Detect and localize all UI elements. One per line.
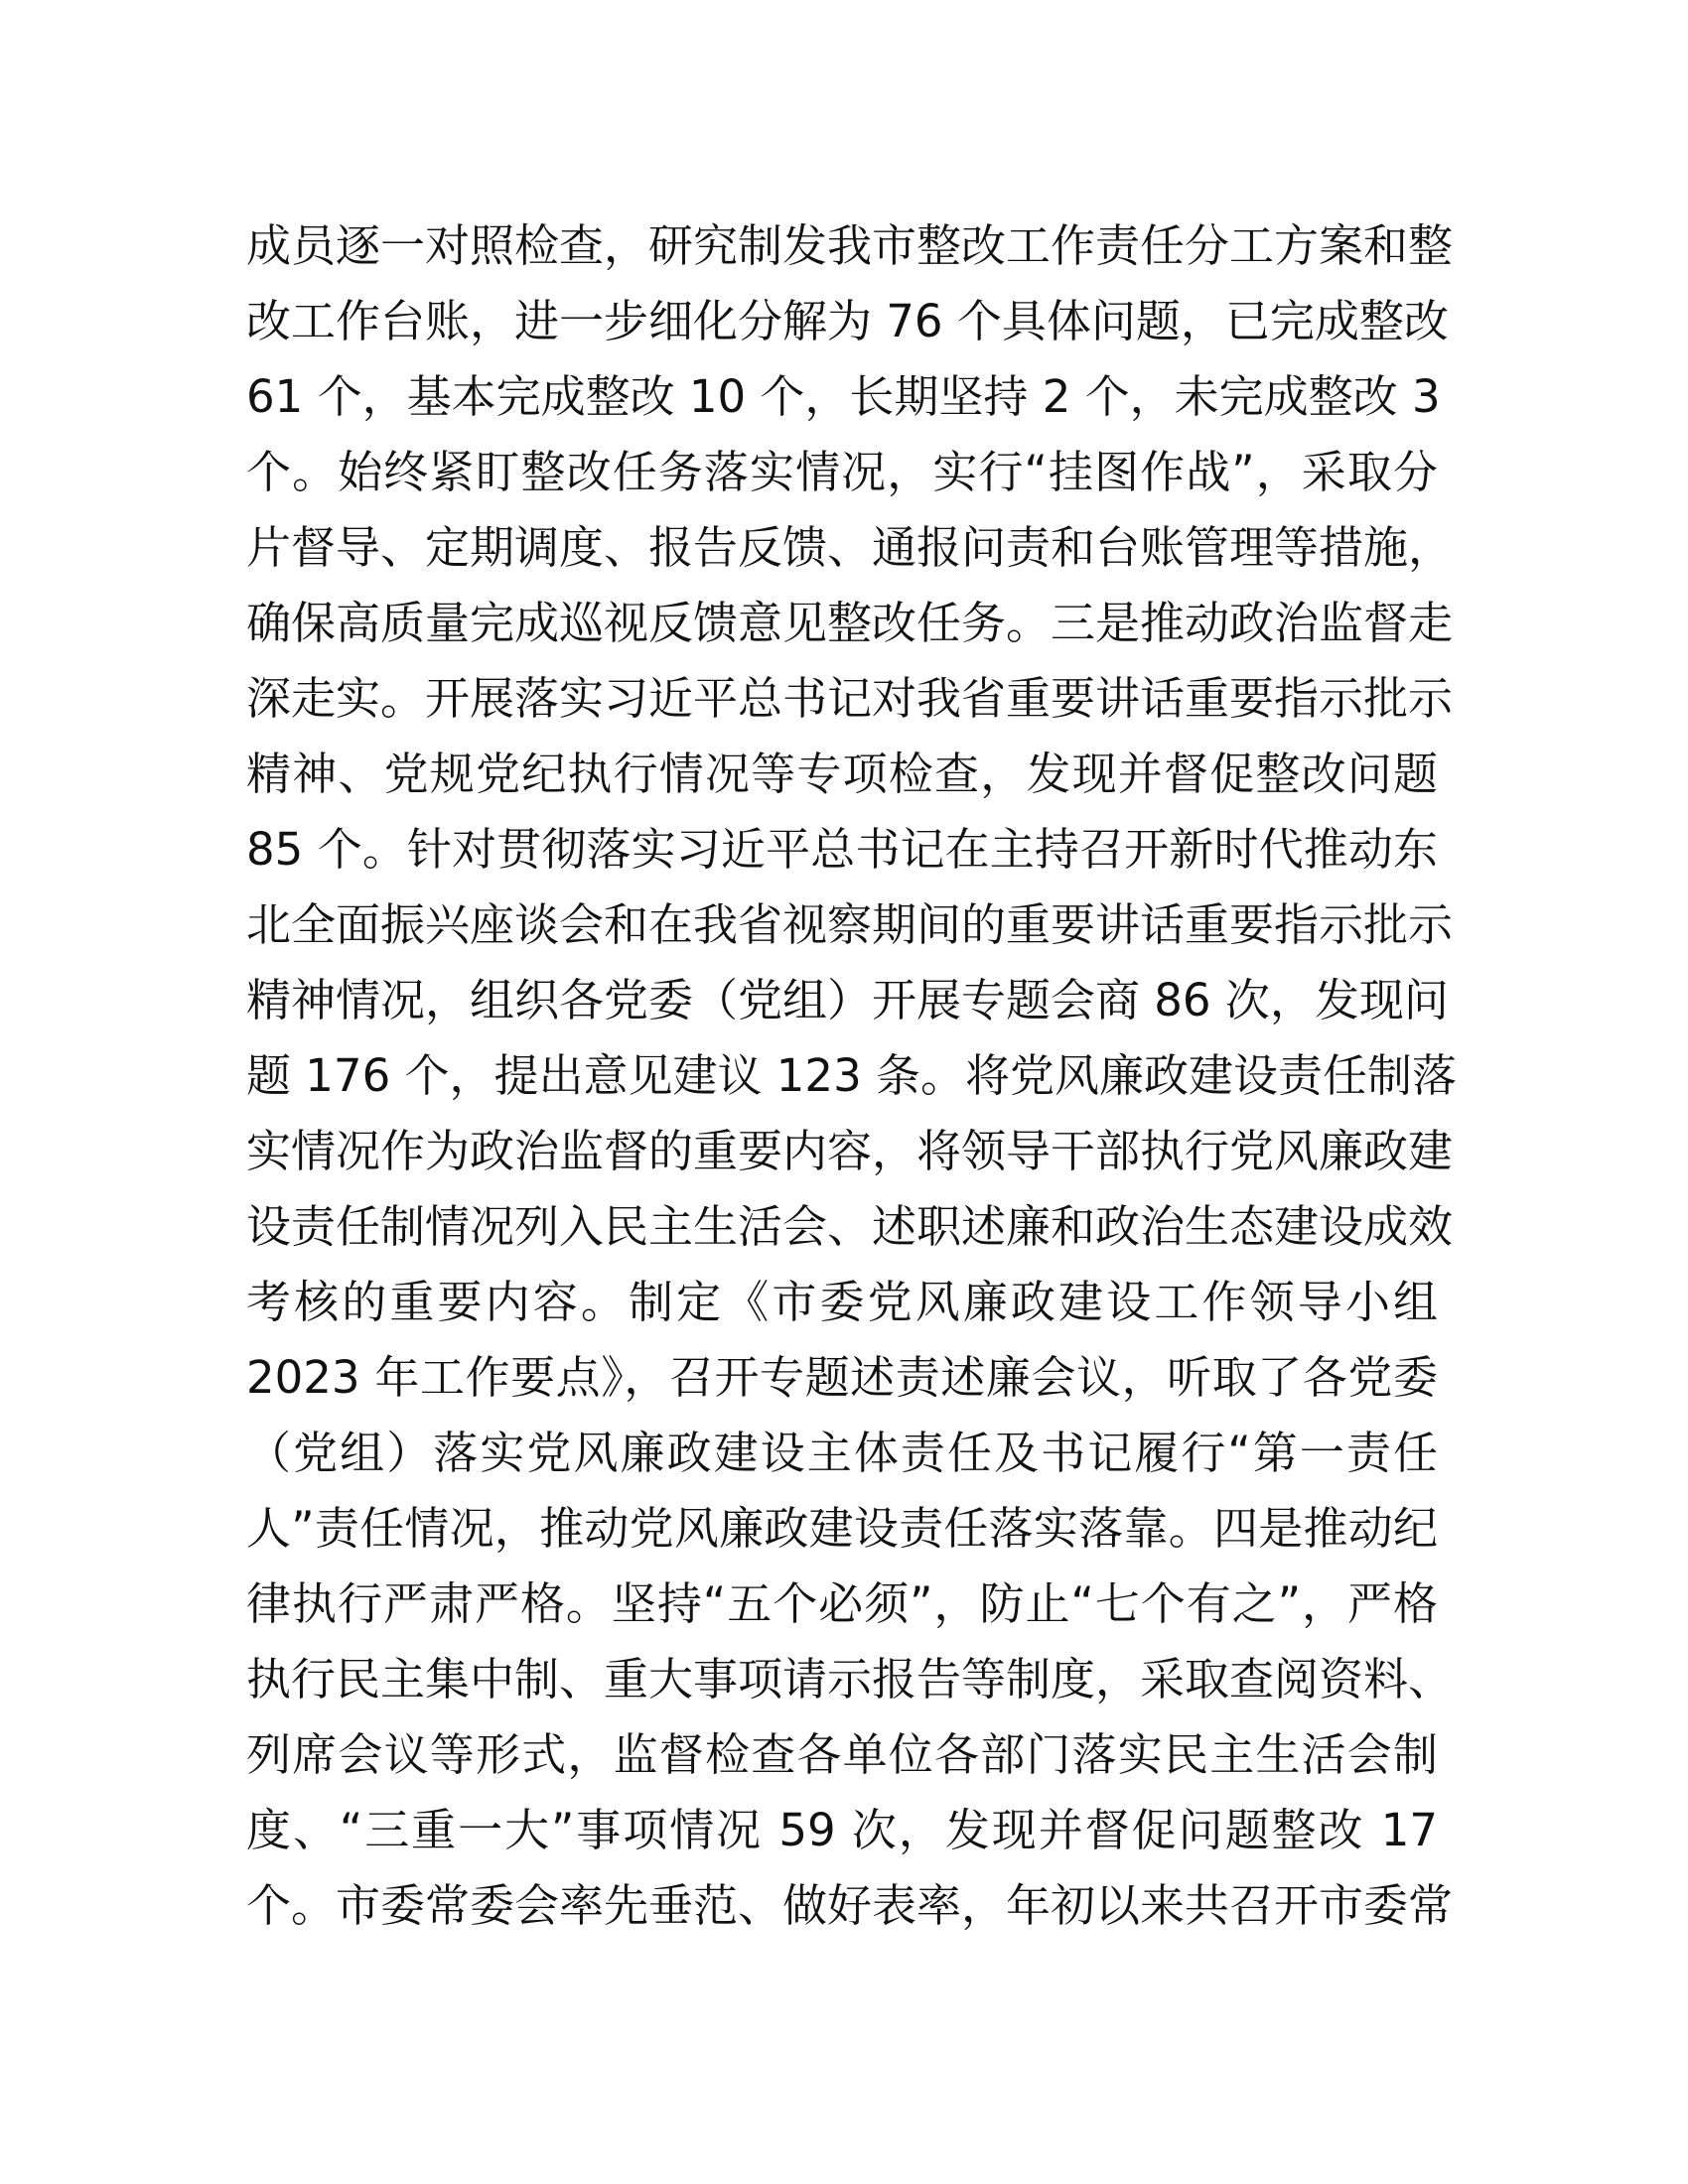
text-line: 个。始终紧盯整改任务落实情况，实行“挂图作战”，采取分 [246, 446, 1438, 498]
text-line: 考核的重要内容。制定《市委党风廉政建设工作领导小组 [246, 1276, 1438, 1328]
text-line: 片督导、定期调度、报告反馈、通报问责和台账管理等措施， [246, 521, 1454, 574]
text-line: （党组）落实党风廉政建设主体责任及书记履行“第一责任 [246, 1427, 1438, 1479]
text-line: 律执行严肃严格。坚持“五个必须”，防止“七个有之”，严格 [246, 1577, 1438, 1630]
text-line: 61 个，基本完成整改 10 个，长期坚持 2 个，未完成整改 3 [246, 370, 1441, 423]
text-line: 精神情况，组织各党委（党组）开展专题会商 86 次，发现问 [246, 974, 1449, 1026]
text-line: 设责任制情况列入民主生活会、述职述廉和政治生态建设成效 [246, 1200, 1454, 1253]
text-line: 执行民主集中制、重大事项请示报告等制度，采取查阅资料、 [246, 1653, 1454, 1706]
text-line: 列席会议等形式，监督检查各单位各部门落实民主生活会制 [246, 1728, 1438, 1781]
text-line: 北全面振兴座谈会和在我省视察期间的重要讲话重要指示批示 [246, 898, 1454, 951]
text-line: 实情况作为政治监督的重要内容，将领导干部执行党风廉政建 [246, 1125, 1454, 1177]
text-line: 确保高质量完成巡视反馈意见整改任务。三是推动政治监督走 [246, 597, 1454, 649]
text-line: 深走实。开展落实习近平总书记对我省重要讲话重要指示批示 [246, 672, 1454, 725]
text-line: 85 个。针对贯彻落实习近平总书记在主持召开新时代推动东 [246, 823, 1438, 876]
text-line: 2023 年工作要点》，召开专题述责述廉会议，听取了各党委 [246, 1351, 1438, 1404]
text-line: 度、“三重一大”事项情况 59 次，发现并督促问题整改 17 [246, 1804, 1438, 1856]
text-line: 改工作台账，进一步细化分解为 76 个具体问题，已完成整改 [246, 295, 1449, 347]
text-line: 成员逐一对照检查，研究制发我市整改工作责任分工方案和整 [246, 219, 1454, 272]
body-text [246, 208, 1458, 1944]
text-line: 精神、党规党纪执行情况等专项检查，发现并督促整改问题 [246, 748, 1438, 800]
text-line: 人”责任情况，推动党风廉政建设责任落实落靠。四是推动纪 [246, 1502, 1438, 1555]
text-line: 题 176 个，提出意见建议 123 条。将党风廉政建设责任制落 [246, 1049, 1458, 1102]
text-line: 个。市委常委会率先垂范、做好表率，年初以来共召开市委常 [246, 1879, 1454, 1932]
